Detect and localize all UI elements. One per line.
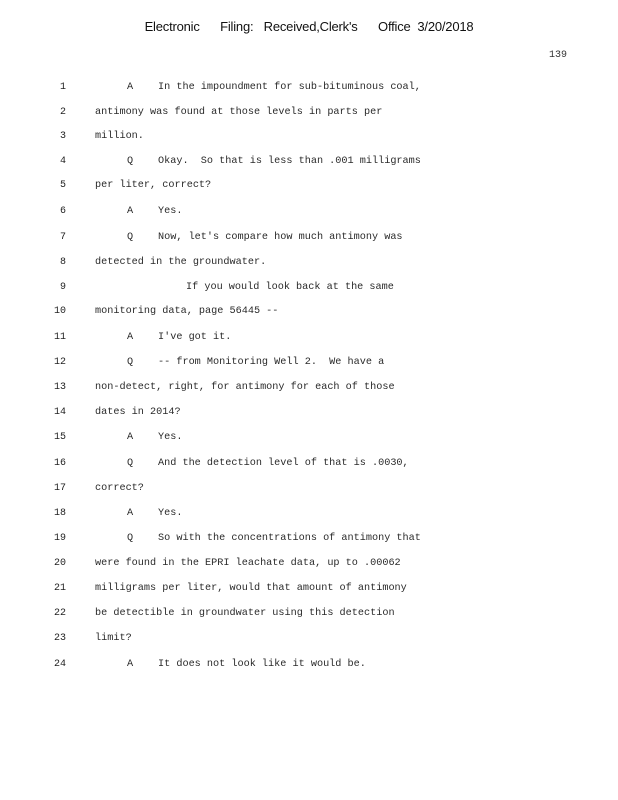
- line-text: be detectible in groundwater using this detection: [95, 608, 395, 619]
- speaker-label: A: [127, 659, 134, 670]
- line-number: 5: [59, 180, 66, 191]
- line-number: 15: [53, 432, 66, 443]
- line-text: monitoring data, page 56445 --: [95, 306, 279, 317]
- line-text: Yes.: [158, 206, 183, 217]
- filing-stamp-header: Electronic Filing: Received,Clerk's Office 3/20/2018: [144, 19, 474, 34]
- line-text: dates in 2014?: [95, 407, 181, 418]
- speaker-label: Q: [127, 533, 134, 544]
- speaker-label: A: [127, 332, 134, 343]
- speaker-label: A: [127, 82, 134, 93]
- line-text: And the detection level of that is .0030,: [158, 458, 409, 469]
- transcript-line: [0, 432, 618, 448]
- line-text: were found in the EPRI leachate data, up to .00062: [95, 558, 401, 569]
- transcript-line: [0, 232, 618, 248]
- line-text: limit?: [95, 633, 132, 644]
- line-number: 21: [53, 583, 66, 594]
- transcript-line: [0, 533, 618, 549]
- line-text: million.: [95, 131, 144, 142]
- transcript-line: [0, 659, 618, 675]
- speaker-label: Q: [127, 156, 134, 167]
- speaker-label: Q: [127, 458, 134, 469]
- line-number: 20: [53, 558, 66, 569]
- transcript-line: [0, 633, 618, 649]
- line-text: If you would look back at the same: [186, 282, 394, 293]
- line-text: It does not look like it would be.: [158, 659, 366, 670]
- transcript-line: [0, 206, 618, 222]
- transcript-line: [0, 583, 618, 599]
- line-text: per liter, correct?: [95, 180, 212, 191]
- line-number: 12: [53, 357, 66, 368]
- line-number: 18: [53, 508, 66, 519]
- transcript-line: [0, 458, 618, 474]
- line-number: 23: [53, 633, 66, 644]
- transcript-line: [0, 257, 618, 273]
- line-number: 3: [59, 131, 66, 142]
- transcript-line: [0, 131, 618, 147]
- speaker-label: A: [127, 206, 134, 217]
- speaker-label: A: [127, 432, 134, 443]
- line-number: 7: [59, 232, 66, 243]
- line-number: 1: [59, 82, 66, 93]
- line-text: -- from Monitoring Well 2. We have a: [158, 357, 385, 368]
- speaker-label: Q: [127, 232, 134, 243]
- speaker-label: Q: [127, 357, 134, 368]
- line-number: 9: [59, 282, 66, 293]
- line-number: 10: [53, 306, 66, 317]
- line-text: I've got it.: [158, 332, 232, 343]
- line-number: 24: [53, 659, 66, 670]
- transcript-line: [0, 156, 618, 172]
- line-number: 17: [53, 483, 66, 494]
- transcript-line: [0, 508, 618, 524]
- transcript-line: [0, 558, 618, 574]
- transcript-line: [0, 357, 618, 373]
- line-text: So with the concentrations of antimony that: [158, 533, 421, 544]
- transcript-line: [0, 382, 618, 398]
- line-number: 22: [53, 608, 66, 619]
- speaker-label: A: [127, 508, 134, 519]
- line-text: Okay. So that is less than .001 milligrams: [158, 156, 421, 167]
- transcript-line: [0, 306, 618, 322]
- line-text: correct?: [95, 483, 144, 494]
- line-text: non-detect, right, for antimony for each of those: [95, 382, 395, 393]
- page-number: 139: [549, 50, 568, 61]
- line-number: 4: [59, 156, 66, 167]
- transcript-line: [0, 82, 618, 98]
- line-number: 11: [53, 332, 66, 343]
- transcript-line: [0, 180, 618, 196]
- line-number: 6: [59, 206, 66, 217]
- line-number: 13: [53, 382, 66, 393]
- line-number: 16: [53, 458, 66, 469]
- transcript-line: [0, 608, 618, 624]
- line-number: 19: [53, 533, 66, 544]
- line-number: 2: [59, 107, 66, 118]
- line-text: Yes.: [158, 508, 183, 519]
- line-number: 8: [59, 257, 66, 268]
- line-text: Yes.: [158, 432, 183, 443]
- transcript-line: [0, 107, 618, 123]
- transcript-line: [0, 282, 618, 298]
- transcript-line: [0, 483, 618, 499]
- line-number: 14: [53, 407, 66, 418]
- transcript-line: [0, 407, 618, 423]
- line-text: Now, let's compare how much antimony was: [158, 232, 403, 243]
- line-text: In the impoundment for sub-bituminous coal,: [158, 82, 421, 93]
- line-text: antimony was found at those levels in parts per: [95, 107, 383, 118]
- line-text: detected in the groundwater.: [95, 257, 267, 268]
- line-text: milligrams per liter, would that amount of antimony: [95, 583, 407, 594]
- transcript-line: [0, 332, 618, 348]
